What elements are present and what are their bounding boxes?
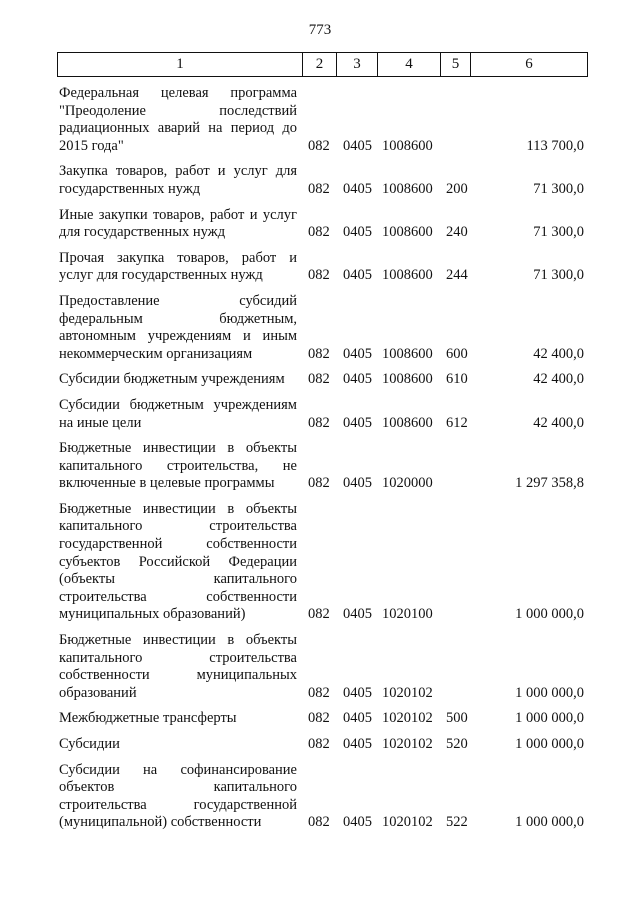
table-row (57, 762, 587, 832)
target-article-code: 1008600 (382, 224, 433, 241)
row-description-line: субъектов Российской Федерации (59, 553, 297, 570)
amount: 1 000 000,0 (515, 814, 584, 831)
row-description-line: 2015 года" (59, 137, 124, 154)
row-description-line: радиационных аварий на период до (59, 120, 297, 137)
table-row (57, 371, 587, 389)
amount: 71 300,0 (533, 180, 584, 197)
row-description-line: Межбюджетные трансферты (59, 710, 237, 727)
amount: 113 700,0 (526, 137, 584, 154)
header-col-1: 1 (58, 53, 303, 77)
target-article-code: 1008600 (382, 137, 433, 154)
ministry-code: 082 (308, 475, 330, 492)
row-description-line: для государственных нужд (59, 224, 226, 241)
row-description-line: Субсидии (59, 736, 120, 752)
page-number: 773 (308, 22, 332, 38)
table-row (57, 501, 587, 624)
target-article-code: 1008600 (382, 180, 433, 197)
section-code: 0405 (343, 180, 372, 197)
row-description-line: образований (59, 684, 137, 701)
row-description-line: "Преодоление последствий (59, 102, 297, 119)
table-row (57, 736, 587, 754)
row-description-line: некоммерческим организациям (59, 345, 253, 362)
row-description-line: капитального строительства (59, 518, 297, 535)
row-description-line: муниципальных образований) (59, 606, 246, 623)
row-description-line: Предоставление субсидий (59, 292, 297, 309)
row-description-line: Бюджетные инвестиции в объекты (59, 500, 297, 517)
row-description-line: Иные закупки товаров, работ и услуг (59, 206, 297, 223)
row-description-line: государственных нужд (59, 180, 201, 197)
row-description-line: государственной собственности (59, 536, 297, 553)
row-description-line: собственности муниципальных (59, 667, 297, 684)
ministry-code: 082 (308, 224, 330, 241)
expense-type-code: 600 (446, 345, 468, 362)
ministry-code: 082 (308, 267, 330, 284)
expense-type-code: 520 (446, 736, 468, 752)
expense-type-code: 612 (446, 414, 468, 431)
amount: 71 300,0 (533, 224, 584, 241)
section-code: 0405 (343, 606, 372, 623)
section-code: 0405 (343, 224, 372, 241)
ministry-code: 082 (308, 345, 330, 362)
section-code: 0405 (343, 414, 372, 431)
table-row (57, 440, 587, 493)
header-row (58, 53, 588, 77)
section-code: 0405 (343, 736, 372, 752)
table-row (57, 293, 587, 363)
row-description-line: (объекты капитального (59, 571, 297, 588)
target-article-code: 1020102 (382, 710, 433, 727)
header-col-3: 3 (337, 53, 378, 77)
amount: 1 297 358,8 (515, 475, 584, 492)
ministry-code: 082 (308, 814, 330, 831)
row-description-line: Субсидии на софинансирование (59, 761, 297, 778)
header-col-5: 5 (441, 53, 471, 77)
row-description-line: на иные цели (59, 414, 142, 431)
section-code: 0405 (343, 684, 372, 701)
expense-type-code: 522 (446, 814, 468, 831)
expense-type-code: 500 (446, 710, 468, 727)
target-article-code: 1008600 (382, 267, 433, 284)
section-code: 0405 (343, 710, 372, 727)
section-code: 0405 (343, 475, 372, 492)
row-description-line: федеральным бюджетным, (59, 310, 297, 327)
expense-type-code: 610 (446, 371, 468, 388)
target-article-code: 1008600 (382, 345, 433, 362)
table-row (57, 250, 587, 285)
row-description-line: капитального строительства, не (59, 457, 297, 474)
target-article-code: 1020102 (382, 684, 433, 701)
row-description-line: Закупка товаров, работ и услуг для (59, 163, 297, 180)
ministry-code: 082 (308, 606, 330, 623)
row-description-line: Субсидии бюджетным учреждениям (59, 396, 297, 413)
section-code: 0405 (343, 371, 372, 388)
header-col-4: 4 (378, 53, 441, 77)
section-code: 0405 (343, 814, 372, 831)
row-description-line: Бюджетные инвестиции в объекты (59, 632, 297, 649)
section-code: 0405 (343, 137, 372, 154)
target-article-code: 1008600 (382, 371, 433, 388)
table-row (57, 85, 587, 155)
row-description-line: строительства собственности (59, 588, 297, 605)
row-description-line: Субсидии бюджетным учреждениям (59, 371, 285, 388)
row-description-line: автономным учреждениям и иным (59, 328, 297, 345)
target-article-code: 1020000 (382, 475, 433, 492)
table-row (57, 163, 587, 198)
section-code: 0405 (343, 345, 372, 362)
table-row (57, 632, 587, 702)
target-article-code: 1020102 (382, 736, 433, 752)
target-article-code: 1020100 (382, 606, 433, 623)
header-col-2: 2 (303, 53, 337, 77)
row-description-line: Федеральная целевая программа (59, 85, 297, 101)
expense-type-code: 240 (446, 224, 468, 241)
expense-type-code: 200 (446, 180, 468, 197)
ministry-code: 082 (308, 371, 330, 388)
target-article-code: 1020102 (382, 814, 433, 831)
amount: 1 000 000,0 (515, 736, 584, 752)
expense-type-code: 244 (446, 267, 468, 284)
row-description-line: Бюджетные инвестиции в объекты (59, 440, 297, 457)
ministry-code: 082 (308, 137, 330, 154)
header-col-6: 6 (471, 53, 588, 77)
section-code: 0405 (343, 267, 372, 284)
table-row (57, 397, 587, 432)
ministry-code: 082 (308, 414, 330, 431)
row-description-line: строительства государственной (59, 796, 297, 813)
ministry-code: 082 (308, 710, 330, 727)
row-description-line: включенные в целевые программы (59, 475, 275, 492)
ministry-code: 082 (308, 736, 330, 752)
amount: 42 400,0 (533, 345, 584, 362)
table-row (57, 207, 587, 242)
ministry-code: 082 (308, 684, 330, 701)
amount: 71 300,0 (533, 267, 584, 284)
amount: 1 000 000,0 (515, 684, 584, 701)
amount: 42 400,0 (533, 414, 584, 431)
target-article-code: 1008600 (382, 414, 433, 431)
amount: 1 000 000,0 (515, 606, 584, 623)
amount: 1 000 000,0 (515, 710, 584, 727)
row-description-line: объектов капитального (59, 779, 297, 796)
budget-rows (57, 85, 587, 840)
row-description-line: капитального строительства (59, 649, 297, 666)
row-description-line: (муниципальной) собственности (59, 814, 262, 831)
ministry-code: 082 (308, 180, 330, 197)
row-description-line: Прочая закупка товаров, работ и (59, 249, 297, 266)
column-header-table (57, 52, 588, 77)
amount: 42 400,0 (533, 371, 584, 388)
table-row (57, 710, 587, 728)
row-description-line: услуг для государственных нужд (59, 267, 263, 284)
